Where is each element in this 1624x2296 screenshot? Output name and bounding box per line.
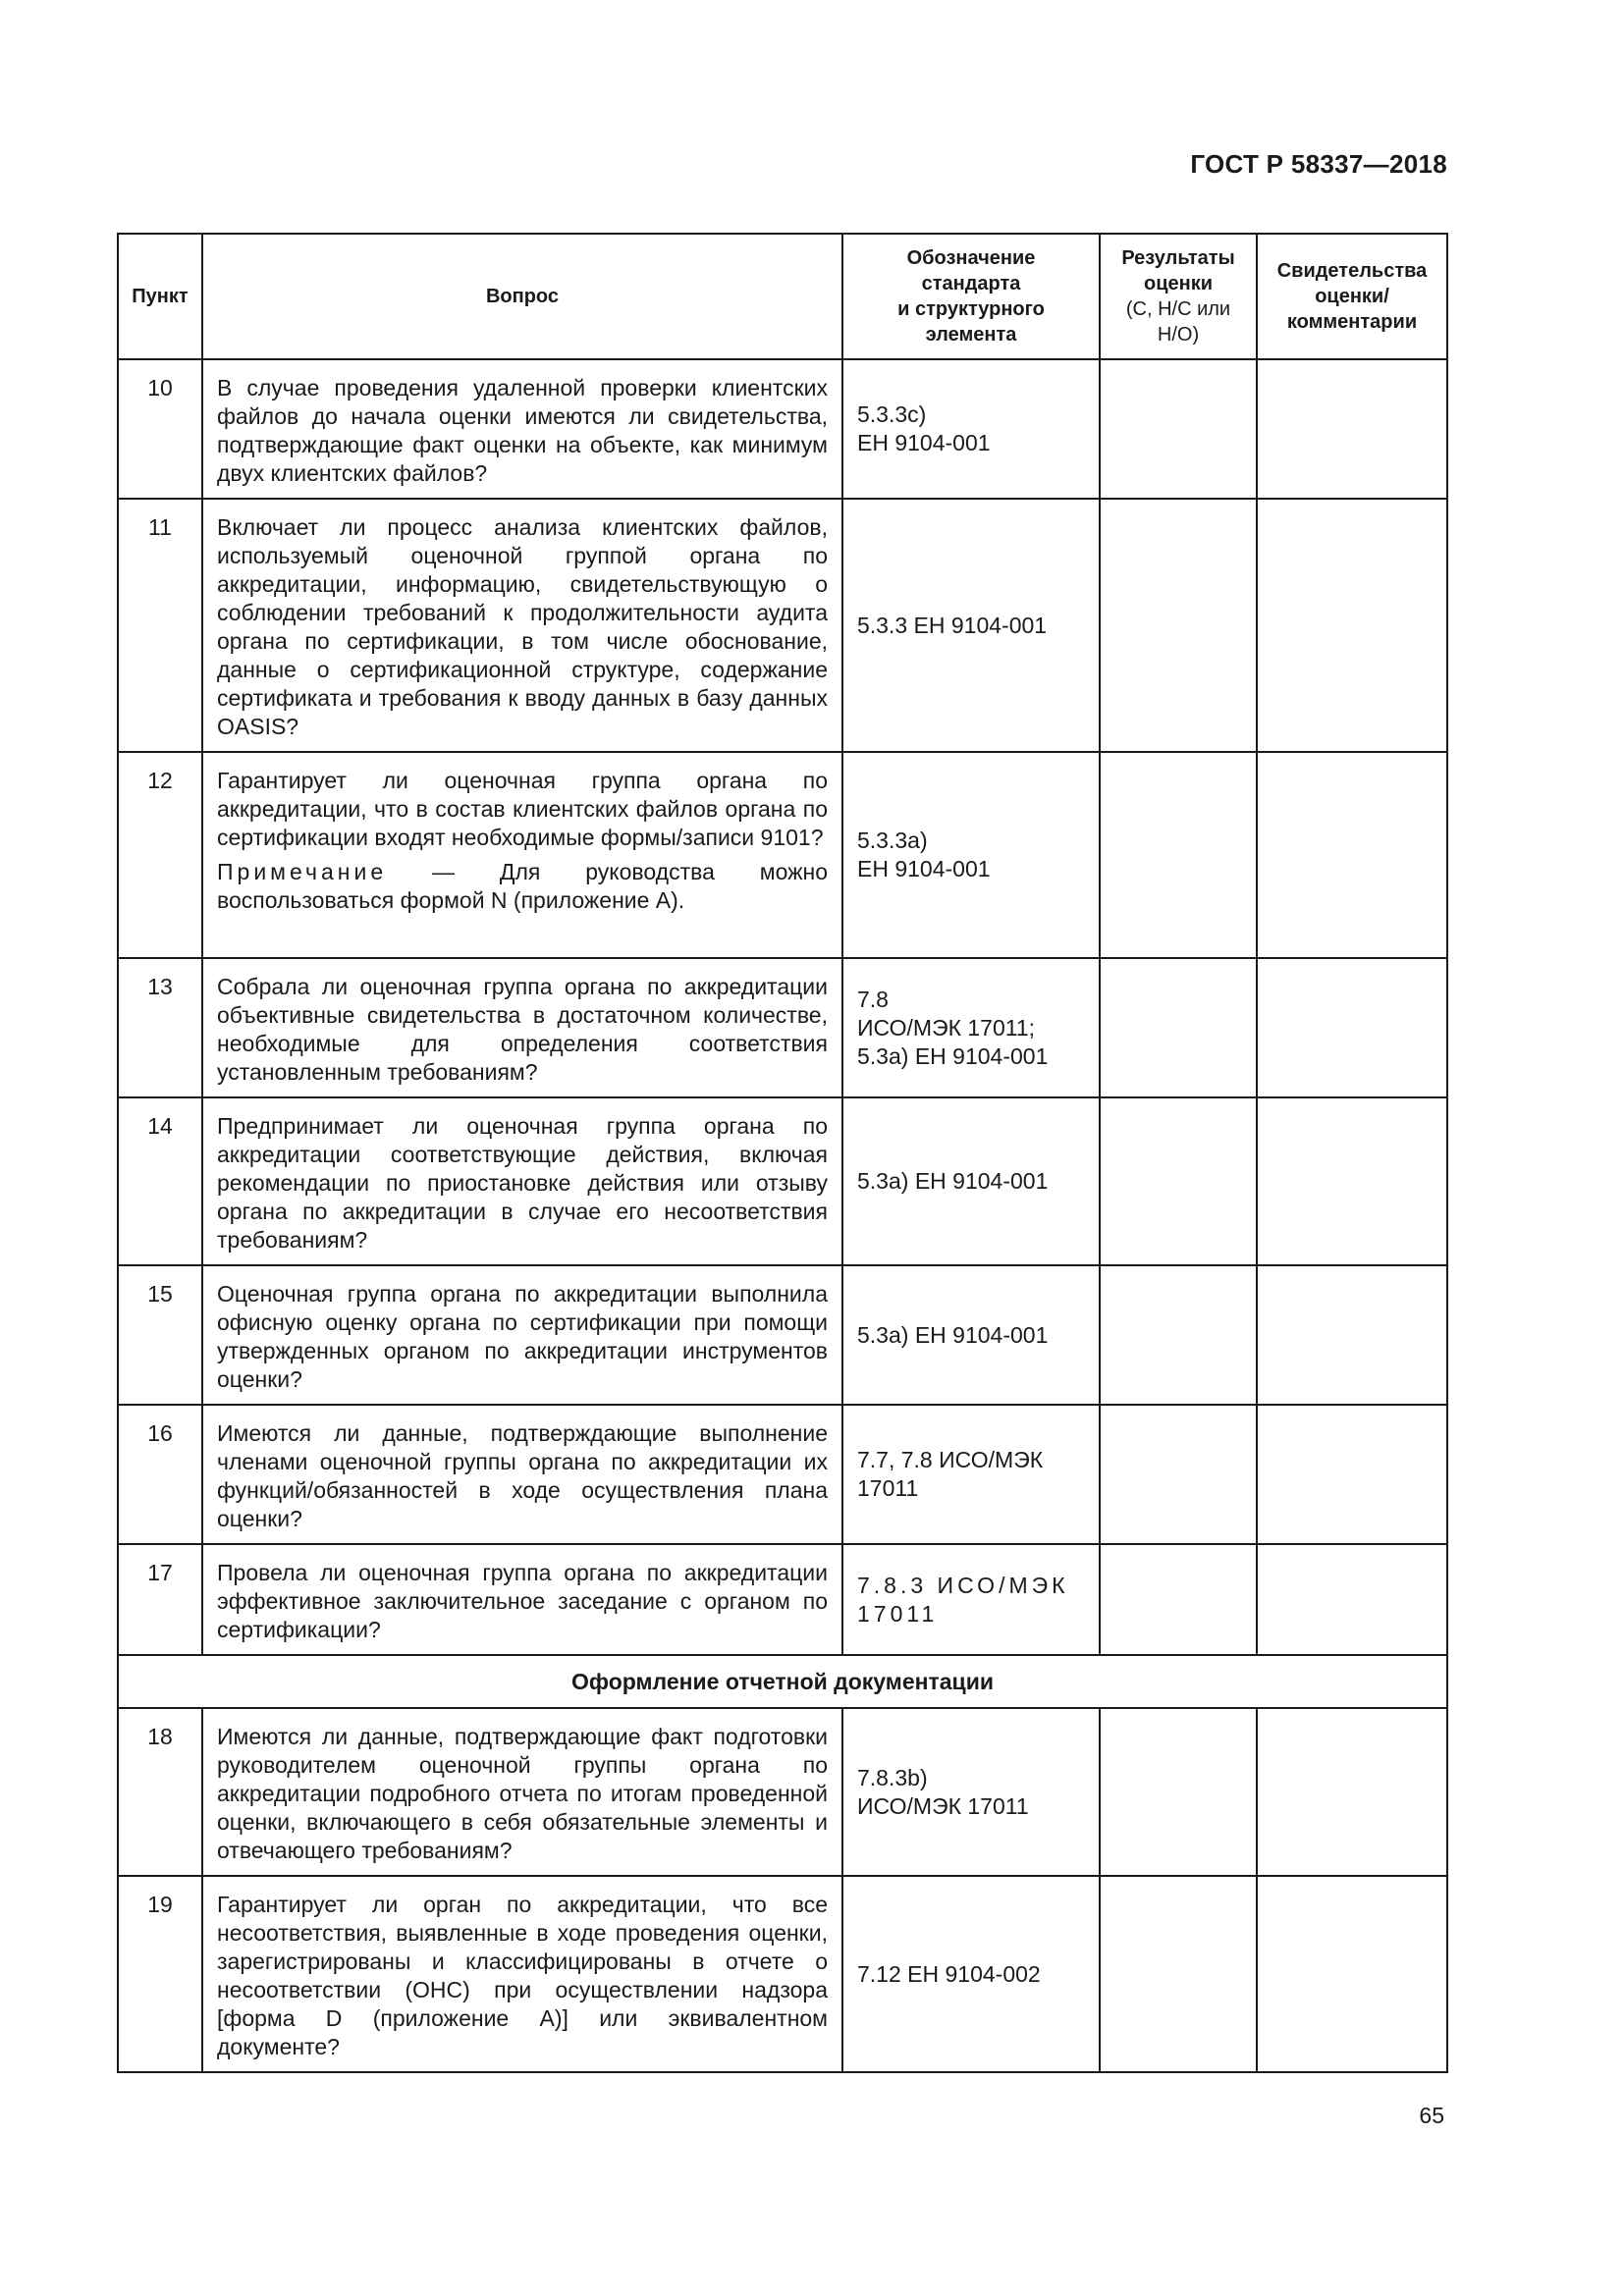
table-row	[118, 1097, 1447, 1265]
evidence-cell[interactable]	[1257, 1544, 1447, 1655]
result-cell[interactable]	[1100, 752, 1257, 958]
table-row	[118, 359, 1447, 499]
item-number: 18	[118, 1708, 202, 1876]
evidence-cell[interactable]	[1257, 359, 1447, 499]
document-code: ГОСТ Р 58337—2018	[1190, 149, 1447, 179]
section-title: Оформление отчетной документации	[118, 1655, 1447, 1708]
standard-reference: 5.3.3a) ЕН 9104-001	[842, 752, 1100, 958]
question-paragraph: Имеются ли данные, подтверждающие выполнение членами оценочной группы органа по аккредитации их функций/обязанностей в ходе осуществления плана оценки?	[217, 1420, 828, 1531]
table-row	[118, 1405, 1447, 1544]
result-cell[interactable]	[1100, 1544, 1257, 1655]
column-header-question: Вопрос	[202, 234, 842, 359]
question-text	[202, 499, 842, 752]
item-number: 15	[118, 1265, 202, 1405]
standard-reference: 5.3.3 ЕН 9104-001	[842, 499, 1100, 752]
evidence-cell[interactable]	[1257, 1265, 1447, 1405]
note-label: Примечание	[217, 859, 388, 884]
item-number: 14	[118, 1097, 202, 1265]
table-row	[118, 1876, 1447, 2072]
column-header-standard-line: стандарта	[921, 273, 1021, 294]
evidence-cell[interactable]	[1257, 1097, 1447, 1265]
page-number: 65	[1419, 2103, 1444, 2128]
question-text	[202, 1708, 842, 1876]
standard-reference: 5.3a) ЕН 9104-001	[842, 1265, 1100, 1405]
question-text	[202, 958, 842, 1097]
column-header-results	[1100, 234, 1257, 359]
section-header-row	[118, 1655, 1447, 1708]
table-header-row	[118, 234, 1447, 359]
item-number: 10	[118, 359, 202, 499]
result-cell[interactable]	[1100, 1097, 1257, 1265]
question-paragraph: Гарантирует ли орган по аккредитации, что все несоответствия, выявленные в ходе проведения оценки, зарегистрированы и классифицированы в отчете о несоответствии (ОНС) при осуществлении надзора [форма D (приложение А)] или эквивалентном документе?	[217, 1892, 828, 2059]
question-note	[217, 858, 828, 915]
standard-reference: 7.8.3 ИСО/МЭК 17011	[842, 1544, 1100, 1655]
column-header-standard-line: и структурного	[897, 298, 1045, 320]
item-number: 11	[118, 499, 202, 752]
evidence-cell[interactable]	[1257, 752, 1447, 958]
result-cell[interactable]	[1100, 359, 1257, 499]
result-cell[interactable]	[1100, 1876, 1257, 2072]
item-number: 12	[118, 752, 202, 958]
result-cell[interactable]	[1100, 958, 1257, 1097]
result-cell[interactable]	[1100, 1405, 1257, 1544]
column-header-results-line: оценки	[1143, 273, 1214, 294]
result-cell[interactable]	[1100, 1708, 1257, 1876]
column-header-results-note: (С, Н/С или	[1125, 298, 1231, 320]
column-header-standard	[842, 234, 1100, 359]
question-paragraph: Имеются ли данные, подтверждающие факт подготовки руководителем оценочной группы органа по аккредитации подробного отчета по итогам проведенной оценки, включающего в себя обязательные элементы и отвечающего требованиям?	[217, 1724, 828, 1863]
standard-reference: 7.8.3b) ИСО/МЭК 17011	[842, 1708, 1100, 1876]
column-header-item: Пункт	[118, 234, 202, 359]
column-header-results-line: Результаты	[1121, 247, 1235, 269]
column-header-evidence-line: оценки/	[1315, 286, 1389, 307]
question-text	[202, 359, 842, 499]
question-text	[202, 752, 842, 958]
standard-reference: 5.3a) ЕН 9104-001	[842, 1097, 1100, 1265]
column-header-evidence-line: Свидетельства	[1276, 260, 1428, 282]
assessment-checklist-table	[117, 233, 1448, 2073]
evidence-cell[interactable]	[1257, 1708, 1447, 1876]
table-row	[118, 499, 1447, 752]
note-text: — Для руководства можно воспользоваться формой N (приложение А).	[217, 859, 828, 913]
column-header-evidence-line: комментарии	[1286, 311, 1418, 333]
question-paragraph: Оценочная группа органа по аккредитации выполнила офисную оценку органа по сертификации при помощи утвержденных органом по аккредитации инструментов оценки?	[217, 1281, 828, 1392]
question-paragraph: В случае проведения удаленной проверки клиентских файлов до начала оценки имеются ли свидетельства, подтверждающие факт оценки на объекте, как минимум двух клиентских файлов?	[217, 375, 828, 486]
column-header-standard-line: Обозначение	[906, 247, 1036, 269]
standard-reference: 7.7, 7.8 ИСО/МЭК 17011	[842, 1405, 1100, 1544]
evidence-cell[interactable]	[1257, 1876, 1447, 2072]
question-paragraph: Провела ли оценочная группа органа по аккредитации эффективное заключительное заседание с органом по сертификации?	[217, 1560, 828, 1642]
question-paragraph: Предпринимает ли оценочная группа органа по аккредитации соответствующие действия, включая рекомендации по приостановке действия или отзыву органа по аккредитации в случае его несоответствия требованиям?	[217, 1113, 828, 1253]
question-paragraph: Включает ли процесс анализа клиентских файлов, используемый оценочной группой органа по аккредитации, информацию, свидетельствующую о соблюдении требований к продолжительности аудита органа по сертификации, в том числе обоснование, данные о сертификационной структуре, содержание сертификата и требования к вводу данных в базу данных OASIS?	[217, 514, 828, 739]
question-text	[202, 1405, 842, 1544]
result-cell[interactable]	[1100, 499, 1257, 752]
question-text	[202, 1544, 842, 1655]
table-row	[118, 1708, 1447, 1876]
standard-reference: 5.3.3c) ЕН 9104-001	[842, 359, 1100, 499]
question-text	[202, 1265, 842, 1405]
evidence-cell[interactable]	[1257, 499, 1447, 752]
table-row	[118, 958, 1447, 1097]
question-text	[202, 1876, 842, 2072]
table-row	[118, 1544, 1447, 1655]
question-text	[202, 1097, 842, 1265]
column-header-evidence	[1257, 234, 1447, 359]
column-header-standard-line: элемента	[925, 324, 1017, 346]
question-paragraph: Гарантирует ли оценочная группа органа по аккредитации, что в состав клиентских файлов органа по сертификации входят необходимые формы/записи 9101?	[217, 768, 828, 850]
standard-reference: 7.12 ЕН 9104-002	[842, 1876, 1100, 2072]
column-header-results-note: Н/О)	[1157, 324, 1200, 346]
table-row	[118, 752, 1447, 958]
evidence-cell[interactable]	[1257, 1405, 1447, 1544]
question-paragraph: Собрала ли оценочная группа органа по аккредитации объективные свидетельства в достаточном количестве, необходимые для определения соответствия установленным требованиям?	[217, 974, 828, 1085]
evidence-cell[interactable]	[1257, 958, 1447, 1097]
standard-reference: 7.8 ИСО/МЭК 17011; 5.3a) ЕН 9104-001	[842, 958, 1100, 1097]
item-number: 19	[118, 1876, 202, 2072]
table-row	[118, 1265, 1447, 1405]
result-cell[interactable]	[1100, 1265, 1257, 1405]
item-number: 17	[118, 1544, 202, 1655]
item-number: 13	[118, 958, 202, 1097]
item-number: 16	[118, 1405, 202, 1544]
